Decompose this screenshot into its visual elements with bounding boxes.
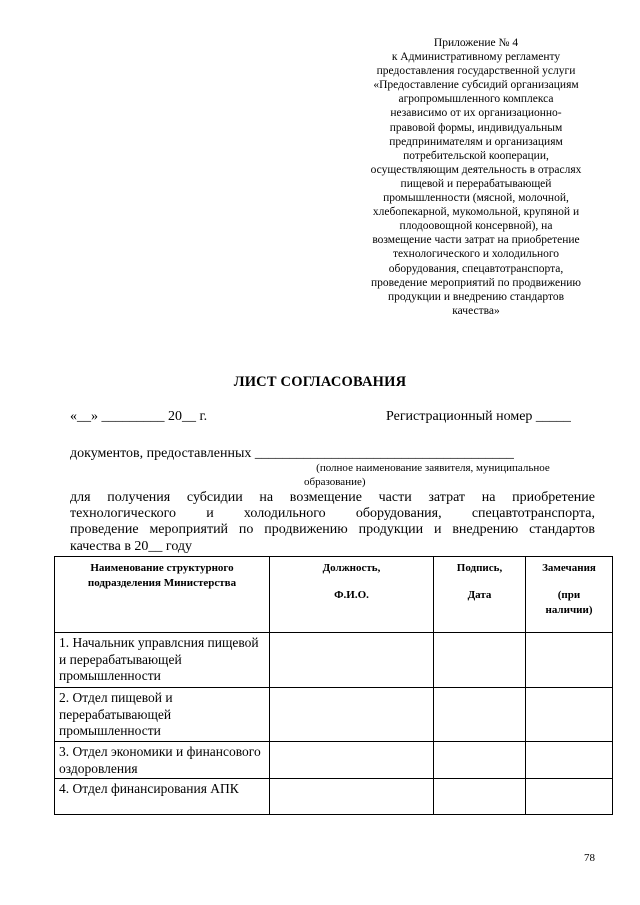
annex-line: оборудования, спецавтотранспорта, — [388, 262, 564, 275]
annex-line: хлебопекарной, мукомольной, крупяной и — [372, 206, 580, 219]
documents-note-line: (полное наименование заявителя, муниципальное — [316, 462, 550, 474]
position-name-cell[interactable] — [270, 633, 434, 688]
purpose-line: для получения субсидии на возмещение части затрат на приобретение — [70, 490, 595, 505]
date-line: «__» _________ 20__ г. — [70, 409, 208, 424]
remarks-cell[interactable] — [526, 779, 613, 815]
annex-line: технологического и холодильного — [392, 248, 560, 261]
document-title: ЛИСТ СОГЛАСОВАНИЯ — [233, 374, 407, 390]
documents-note — [268, 461, 598, 489]
department-name: 4. Отдел финансирования АПК — [55, 779, 270, 815]
department-name: 2. Отдел пищевой и перерабатывающей промышленности — [55, 688, 270, 742]
annex-line: проведение мероприятий по продвижению — [371, 276, 581, 289]
remarks-cell[interactable] — [526, 633, 613, 688]
signature-date-cell[interactable] — [434, 633, 526, 688]
table-row — [55, 688, 613, 742]
annex-line: предоставления государственной услуги — [376, 65, 576, 78]
annex-line: осуществляющим деятельность в отраслях — [370, 163, 582, 176]
purpose-line: технологического и холодильного оборудования, спецавтотранспорта, — [70, 506, 595, 522]
annex-line: промышленности (мясной, молочной, — [383, 192, 569, 205]
purpose-line: проведение мероприятий по продвижению продукции и внедрению стандартов — [70, 522, 595, 538]
position-name-cell[interactable] — [270, 688, 434, 742]
annex-line: «Предоставление субсидий организациям — [373, 79, 579, 92]
documents-line: документов, предоставленных _____________________________________ — [70, 446, 514, 461]
annex-line: пищевой и перерабатывающей — [400, 177, 552, 190]
annex-line: качества» — [452, 304, 500, 317]
department-name: 3. Отдел экономики и финансового оздоровления — [55, 742, 270, 779]
table-row — [55, 779, 613, 815]
approval-table — [54, 556, 613, 815]
purpose-line: качества в 20__ году — [70, 538, 193, 554]
remarks-cell[interactable] — [526, 742, 613, 779]
documents-note-line: образование) — [304, 476, 366, 488]
annex-line: агропромышленного комплекса — [398, 93, 554, 106]
annex-line: продукции и внедрению стандартов — [387, 290, 565, 303]
annex-line: плодоовощной консервной), на — [399, 220, 553, 233]
signature-date-cell[interactable] — [434, 742, 526, 779]
annex-line: к Административному регламенту — [391, 51, 561, 64]
annex-header — [350, 36, 602, 318]
table-row — [55, 742, 613, 779]
annex-line: потребительской кооперации, — [403, 149, 549, 162]
page-number: 78 — [584, 852, 595, 864]
position-name-cell[interactable] — [270, 779, 434, 815]
header-signature-date: Подпись, Дата — [434, 557, 526, 633]
annex-line: Приложение № 4 — [433, 37, 519, 49]
position-name-cell[interactable] — [270, 742, 434, 779]
registration-number: Регистрационный номер _____ — [386, 409, 571, 424]
annex-line: предпринимателям и организациям — [389, 135, 563, 148]
table-row — [55, 633, 613, 688]
signature-date-cell[interactable] — [434, 688, 526, 742]
signature-date-cell[interactable] — [434, 779, 526, 815]
remarks-cell[interactable] — [526, 688, 613, 742]
annex-line: независимо от их организационно- — [390, 107, 562, 120]
annex-line: возмещение части затрат на приобретение — [372, 234, 580, 247]
annex-line: правовой формы, индивидуальным — [389, 121, 563, 134]
header-department: Наименование структурного подразделения Министерства — [55, 557, 270, 633]
department-name: 1. Начальник управлсния пищевой и перерабатывающей промышленности — [55, 633, 270, 688]
purpose-text — [70, 490, 595, 555]
header-remarks: Замечания (при наличии) — [526, 557, 613, 633]
header-position-name: Должность, Ф.И.О. — [270, 557, 434, 633]
table-header-row — [55, 557, 613, 633]
